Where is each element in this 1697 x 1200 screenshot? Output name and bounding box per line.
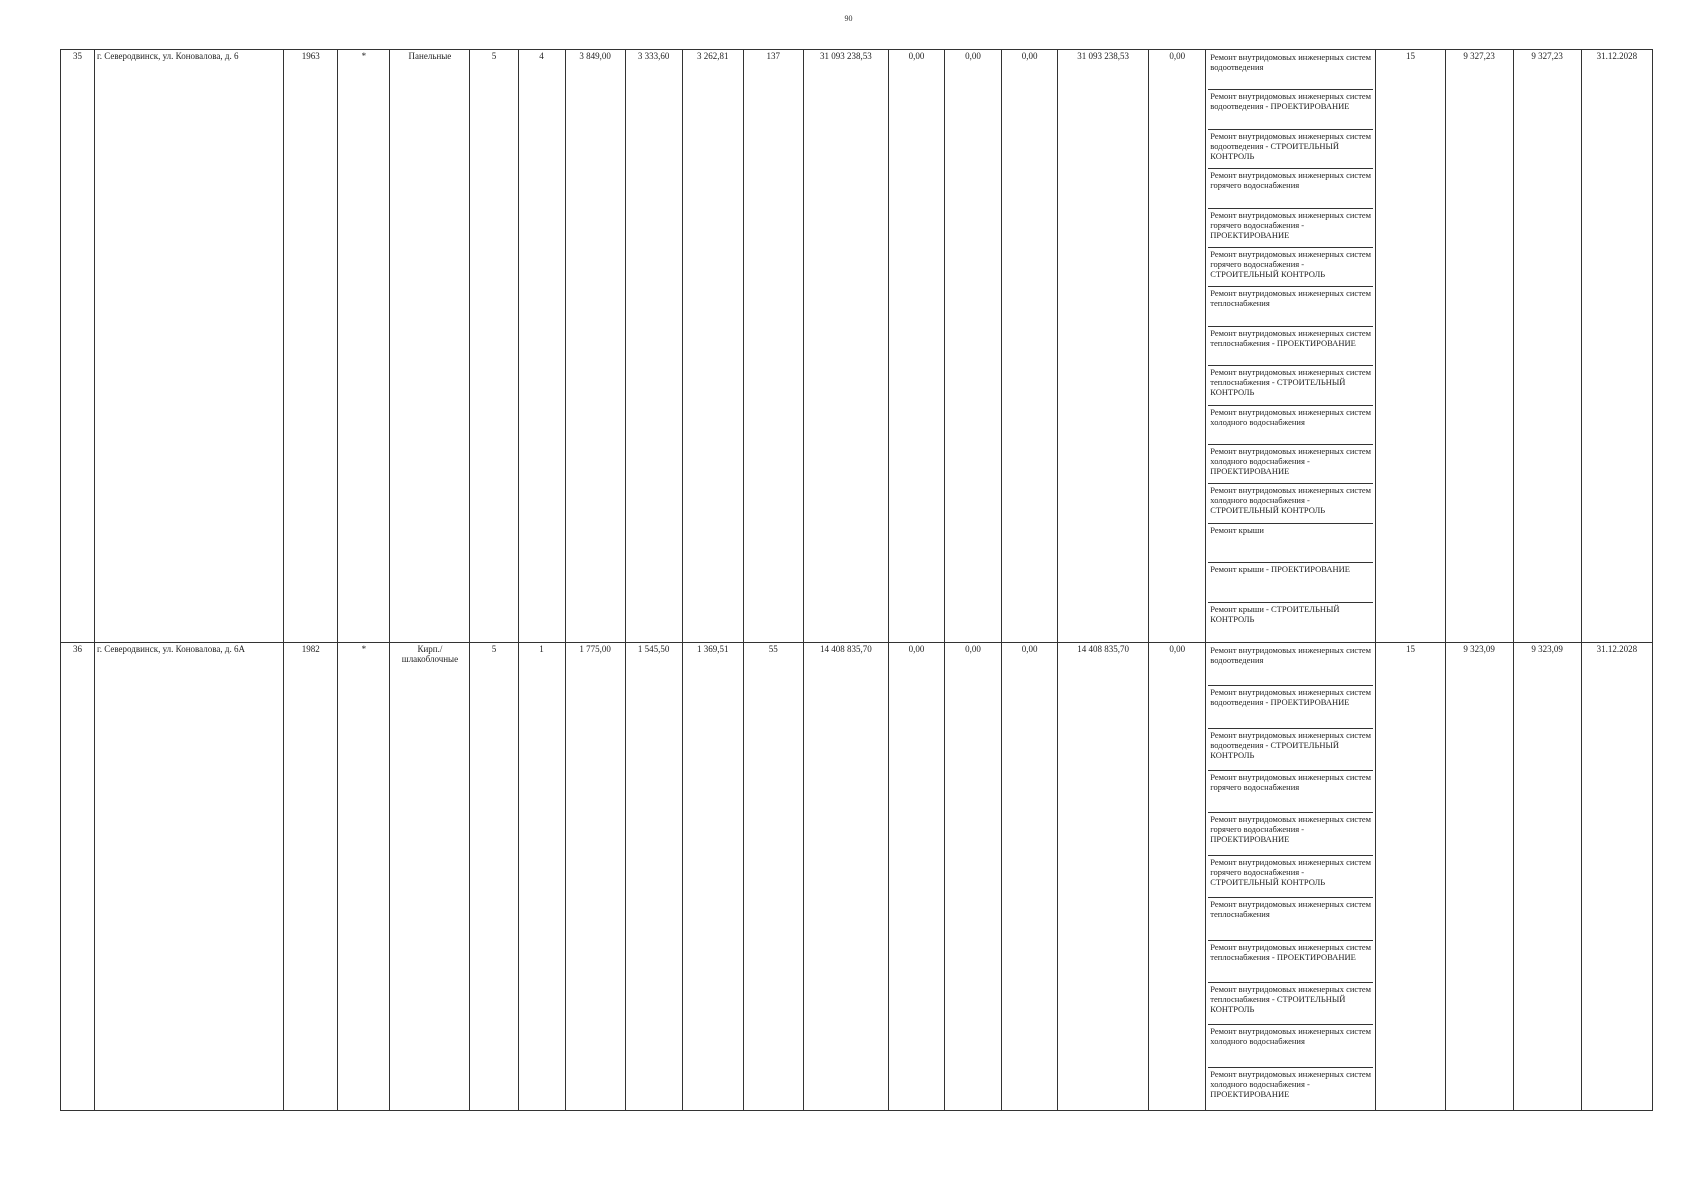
work-item: Ремонт внутридомовых инженерных систем горячего водоснабжения - ПРОЕКТИРОВАНИЕ [1208, 209, 1373, 248]
year-built: 1963 [284, 50, 338, 643]
row-number: 35 [61, 50, 95, 643]
cost-total: 14 408 835,70 [803, 643, 888, 1111]
fund-federal: 0,00 [888, 50, 944, 643]
unit-cost: 9 327,23 [1445, 50, 1513, 643]
wall-material: Панельные [390, 50, 470, 643]
mark: * [338, 50, 390, 643]
work-item: Ремонт внутридомовых инженерных систем водоотведения - СТРОИТЕЛЬНЫЙ КОНТРОЛЬ [1208, 729, 1373, 771]
area-total: 3 849,00 [565, 50, 625, 643]
entrances: 4 [518, 50, 565, 643]
year-built: 1982 [284, 643, 338, 1111]
work-item: Ремонт крыши - СТРОИТЕЛЬНЫЙ КОНТРОЛЬ [1210, 603, 1340, 624]
row-number: 36 [61, 643, 95, 1111]
work-item: Ремонт внутридомовых инженерных систем горячего водоснабжения - ПРОЕКТИРОВАНИЕ [1208, 813, 1373, 855]
works-list [1206, 50, 1376, 643]
area-residential: 3 262,81 [682, 50, 743, 643]
page-number: 90 [844, 14, 853, 23]
work-item: Ремонт внутридомовых инженерных систем водоотведения [1208, 644, 1373, 686]
work-item: Ремонт внутридомовых инженерных систем теплоснабжения - ПРОЕКТИРОВАНИЕ [1208, 941, 1373, 983]
fund-local: 0,00 [1002, 643, 1058, 1111]
area-residential: 1 369,51 [682, 643, 743, 1111]
work-item: Ремонт внутридомовых инженерных систем водоотведения - ПРОЕКТИРОВАНИЕ [1208, 686, 1373, 728]
entrances: 1 [518, 643, 565, 1111]
work-item: Ремонт внутридомовых инженерных систем холодного водоснабжения - ПРОЕКТИРОВАНИЕ [1210, 1068, 1372, 1099]
area-premises: 1 545,50 [625, 643, 682, 1111]
work-item: Ремонт внутридомовых инженерных систем горячего водоснабжения - СТРОИТЕЛЬНЫЙ КОНТРОЛЬ [1208, 856, 1373, 898]
capital-repair-table [60, 49, 1653, 1111]
fund-regional: 0,00 [944, 643, 1001, 1111]
work-item: Ремонт внутридомовых инженерных систем водоотведения - ПРОЕКТИРОВАНИЕ [1208, 90, 1373, 129]
address: г. Северодвинск, ул. Коновалова, д. 6 [95, 50, 284, 643]
fund-owners: 14 408 835,70 [1058, 643, 1149, 1111]
work-item: Ремонт внутридомовых инженерных систем холодного водоснабжения [1208, 406, 1373, 445]
work-item: Ремонт внутридомовых инженерных систем холодного водоснабжения [1208, 1025, 1373, 1067]
unit-cost: 9 323,09 [1445, 643, 1513, 1111]
deadline: 31.12.2028 [1581, 50, 1652, 643]
fund-local: 0,00 [1002, 50, 1058, 643]
work-item: Ремонт внутридомовых инженерных систем холодного водоснабжения - ПРОЕКТИРОВАНИЕ [1208, 445, 1373, 484]
work-item: Ремонт внутридомовых инженерных систем горячего водоснабжения [1208, 169, 1373, 208]
cost-total: 31 093 238,53 [803, 50, 888, 643]
fund-federal: 0,00 [888, 643, 944, 1111]
work-item: Ремонт внутридомовых инженерных систем горячего водоснабжения [1208, 771, 1373, 813]
floors: 5 [470, 643, 518, 1111]
work-item: Ремонт внутридомовых инженерных систем горячего водоснабжения - СТРОИТЕЛЬНЫЙ КОНТРОЛЬ [1208, 248, 1373, 287]
work-item: Ремонт внутридомовых инженерных систем теплоснабжения - СТРОИТЕЛЬНЫЙ КОНТРОЛЬ [1208, 983, 1373, 1025]
fund-other: 0,00 [1149, 50, 1206, 643]
area-premises: 3 333,60 [625, 50, 682, 643]
fund-owners: 31 093 238,53 [1058, 50, 1149, 643]
works-list [1206, 643, 1376, 1111]
unit-cost-limit: 9 323,09 [1513, 643, 1581, 1111]
work-item: Ремонт крыши [1208, 524, 1373, 563]
mark: * [338, 643, 390, 1111]
work-item: Ремонт внутридомовых инженерных систем теплоснабжения [1208, 287, 1373, 326]
fund-other: 0,00 [1149, 643, 1206, 1111]
fund-regional: 0,00 [944, 50, 1001, 643]
address: г. Северодвинск, ул. Коновалова, д. 6А [95, 643, 284, 1111]
residents: 137 [743, 50, 803, 643]
area-total: 1 775,00 [565, 643, 625, 1111]
residents: 55 [743, 643, 803, 1111]
work-item: Ремонт внутридомовых инженерных систем водоотведения - СТРОИТЕЛЬНЫЙ КОНТРОЛЬ [1208, 130, 1373, 169]
wall-material: Кирп./шлакоблочные [390, 643, 470, 1111]
work-item: Ремонт внутридомовых инженерных систем холодного водоснабжения - СТРОИТЕЛЬНЫЙ КОНТРОЛЬ [1208, 484, 1373, 523]
unit-cost-limit: 9 327,23 [1513, 50, 1581, 643]
work-item: Ремонт внутридомовых инженерных систем теплоснабжения [1208, 898, 1373, 940]
table-row [61, 643, 1653, 1111]
work-item: Ремонт внутридомовых инженерных систем водоотведения [1208, 51, 1373, 90]
work-count: 15 [1376, 643, 1445, 1111]
floors: 5 [470, 50, 518, 643]
work-item: Ремонт внутридомовых инженерных систем теплоснабжения - СТРОИТЕЛЬНЫЙ КОНТРОЛЬ [1208, 366, 1373, 405]
deadline: 31.12.2028 [1581, 643, 1652, 1111]
work-item: Ремонт внутридомовых инженерных систем теплоснабжения - ПРОЕКТИРОВАНИЕ [1208, 327, 1373, 366]
work-item: Ремонт крыши - ПРОЕКТИРОВАНИЕ [1208, 563, 1373, 602]
work-count: 15 [1376, 50, 1445, 643]
table-row [61, 50, 1653, 643]
